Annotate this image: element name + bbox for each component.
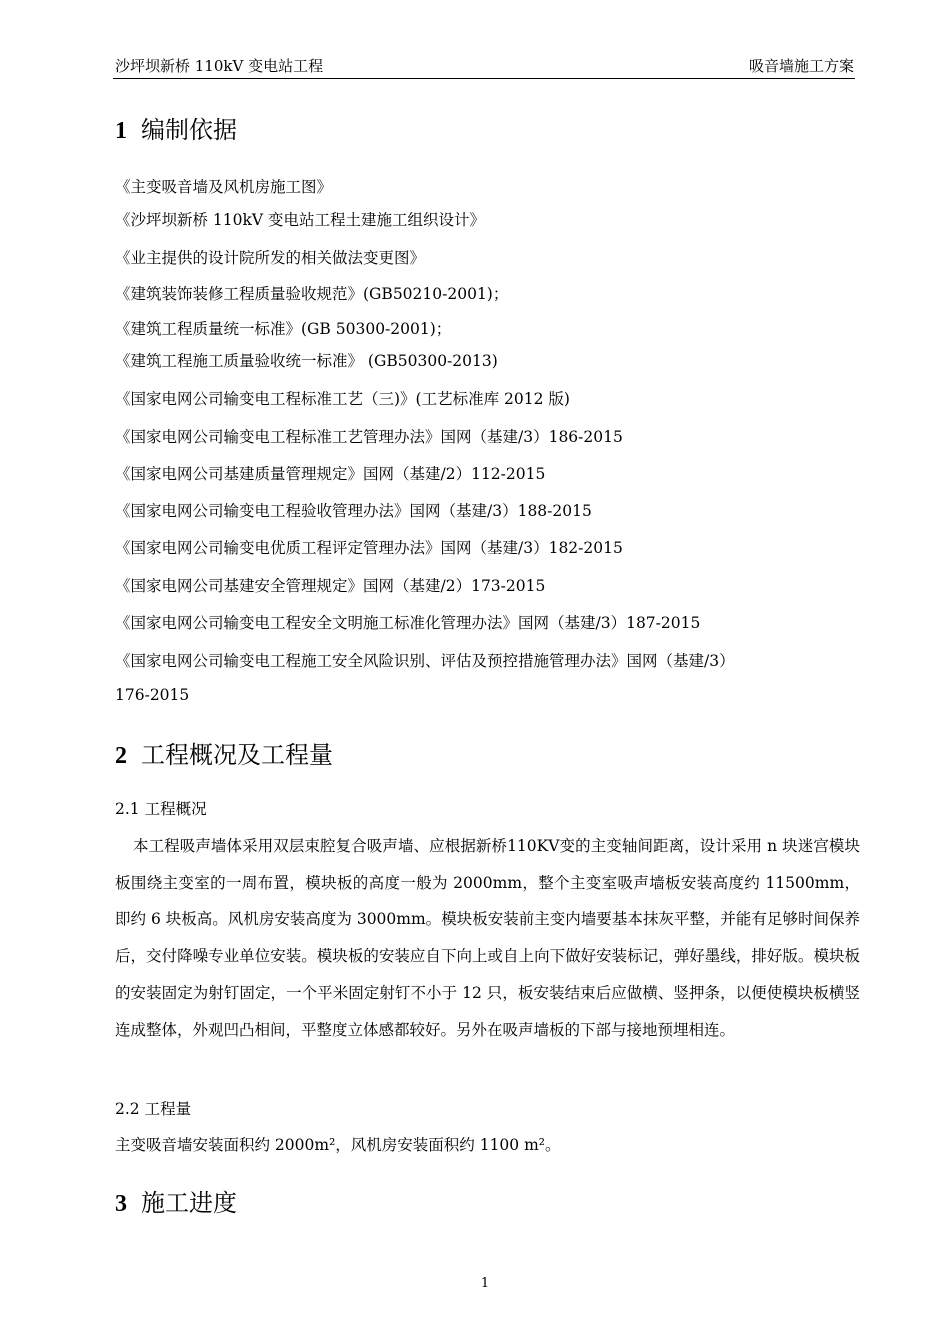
section-3-title: 施工进度 [141,1189,237,1217]
section-1-title: 编制依据 [141,116,237,144]
section-2-heading [115,735,333,770]
reference-item: 《国家电网公司输变电工程验收管理办法》国网（基建/3）188-2015 [115,502,592,520]
reference-item: 《业主提供的设计院所发的相关做法变更图》 [115,249,426,267]
reference-item: 《国家电网公司输变电优质工程评定管理办法》国网（基建/3）182-2015 [115,539,623,557]
section-2-number: 2 [115,743,127,769]
section-3-number: 3 [115,1191,127,1217]
section-2-title: 工程概况及工程量 [141,741,333,769]
page-number: 1 [480,1276,490,1291]
section-3-heading [115,1183,237,1218]
reference-item: 《国家电网公司输变电工程安全文明施工标准化管理办法》国网（基建/3）187-2015 [115,614,701,632]
reference-item: 176-2015 [115,686,190,704]
section-1-heading [115,110,237,145]
section-1-number: 1 [115,118,127,144]
reference-item: 《沙坪坝新桥 110kV 变电站工程土建施工组织设计》 [115,211,486,229]
subsection-2-1-title: 2.1 工程概况 [115,800,207,818]
reference-item: 《建筑装饰装修工程质量验收规范》(GB50210-2001)； [115,285,509,303]
reference-item: 《建筑工程质量统一标准》(GB 50300-2001)； [115,320,452,338]
reference-item: 《建筑工程施工质量验收统一标准》 (GB50300-2013) [115,352,498,370]
overview-paragraph: 本工程吸声墙体采用双层束腔复合吸声墙、应根据新桥110KV变的主变轴间距离，设计采用 n 块迷宫模块板围绕主变室的一周布置，模块板的高度一般为 2000mm，整个主变室吸声墙板安装高度约 11500mm，即约 6 块板高。风机房安装高度为 3000mm。模块板安装前主变内墙要基本抹灰平整，并能有足够时间保养后，交付降噪专业单位安装。模块板的安装应自下向上或自上向下做好安装标记，弹好墨线，排好版。模块板的安装固定为射钉固定，一个平米固定射钉不小于 12 只，板安装结束后应做横、竖押条，以便使模块板横竖连成整体，外观凹凸相间，平整度立体感都较好。另外在吸声墙板的下部与接地预埋相连。 [115,837,860,1039]
page-header-right: 吸音墙施工方案 [748,57,854,75]
header-rule [113,78,855,79]
reference-item: 《国家电网公司输变电工程标准工艺（三)》(工艺标准库 2012 版) [115,390,570,408]
reference-item: 《国家电网公司输变电工程标准工艺管理办法》国网（基建/3）186-2015 [115,428,623,446]
reference-item: 《主变吸音墙及风机房施工图》 [115,178,333,196]
page-header-left: 沙坪坝新桥 110kV 变电站工程 [115,57,324,75]
reference-item: 《国家电网公司基建安全管理规定》国网（基建/2）173-2015 [115,577,546,595]
reference-item: 《国家电网公司输变电工程施工安全风险识别、评估及预控措施管理办法》国网（基建/3） [115,652,735,670]
reference-item: 《国家电网公司基建质量管理规定》国网（基建/2）112-2015 [115,465,546,483]
subsection-2-2-title: 2.2 工程量 [115,1100,192,1118]
quantity-line: 主变吸音墙安装面积约 2000m²，风机房安装面积约 1100 m²。 [115,1136,561,1154]
